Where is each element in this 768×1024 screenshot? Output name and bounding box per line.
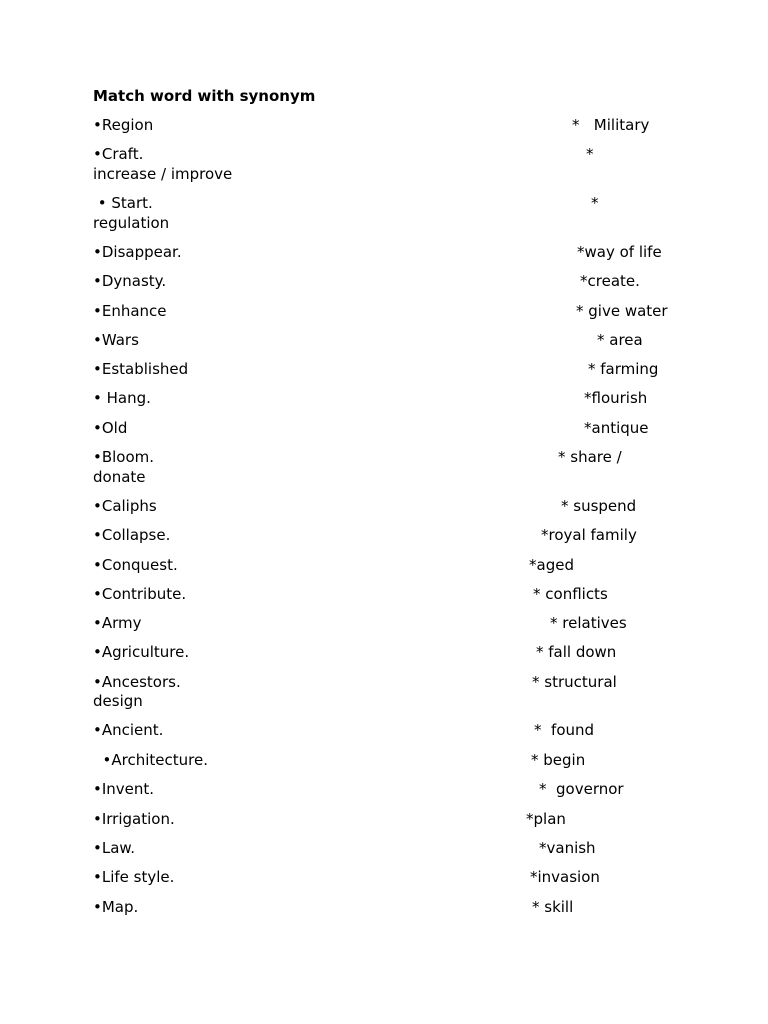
synonym-item: *invasion [530, 868, 600, 886]
word-item: •Collapse. [93, 526, 171, 544]
word-item: •Architecture. [93, 751, 208, 769]
synonym-item: * skill [532, 898, 574, 916]
synonym-item: *royal family [541, 526, 637, 544]
synonym-continued: donate [93, 468, 146, 486]
synonym-item: *flourish [584, 389, 648, 407]
synonym-item: * found [534, 721, 595, 739]
synonym-item: *plan [526, 810, 566, 828]
synonym-item: * farming [588, 360, 659, 378]
synonym-item: * share / [558, 448, 622, 466]
word-item: •Contribute. [93, 585, 187, 603]
word-item: •Life style. [93, 868, 175, 886]
synonym-item: * area [597, 331, 643, 349]
synonym-item: * conflicts [533, 585, 608, 603]
synonym-item: *create. [580, 272, 640, 290]
synonym-item: * suspend [561, 497, 637, 515]
word-item: •Enhance [93, 302, 167, 320]
word-item: •Established [93, 360, 189, 378]
word-item: •Wars [93, 331, 139, 349]
word-item: • Start. [93, 194, 153, 212]
word-item: •Craft. [93, 145, 144, 163]
word-item: •Ancestors. [93, 673, 181, 691]
word-item: •Dynasty. [93, 272, 167, 290]
synonym-item: *antique [584, 419, 649, 437]
synonym-item: *aged [529, 556, 574, 574]
word-item: •Law. [93, 839, 136, 857]
word-item: •Disappear. [93, 243, 182, 261]
synonym-continued: design [93, 692, 143, 710]
synonym-item: * relatives [550, 614, 627, 632]
synonym-continued: increase / improve [93, 165, 233, 183]
word-item: • Hang. [93, 389, 151, 407]
synonym-continued: regulation [93, 214, 170, 232]
synonym-item: * [586, 145, 594, 163]
word-item: •Irrigation. [93, 810, 175, 828]
word-item: •Conquest. [93, 556, 178, 574]
word-item: •Region [93, 116, 154, 134]
synonym-item: * structural [532, 673, 617, 691]
synonym-item: *way of life [577, 243, 662, 261]
word-item: •Bloom. [93, 448, 155, 466]
word-item: •Agriculture. [93, 643, 190, 661]
word-item: •Map. [93, 898, 139, 916]
synonym-item: * begin [531, 751, 586, 769]
synonym-item: *vanish [539, 839, 596, 857]
word-item: •Ancient. [93, 721, 164, 739]
word-item: •Old [93, 419, 128, 437]
synonym-item: * fall down [536, 643, 617, 661]
word-item: •Invent. [93, 780, 155, 798]
word-item: •Army [93, 614, 142, 632]
synonym-item: * Military [572, 116, 650, 134]
synonym-item: * [591, 194, 599, 212]
word-item: •Caliphs [93, 497, 157, 515]
synonym-item: * governor [539, 780, 624, 798]
synonym-item: * give water [576, 302, 668, 320]
page-title: Match word with synonym [93, 87, 316, 105]
